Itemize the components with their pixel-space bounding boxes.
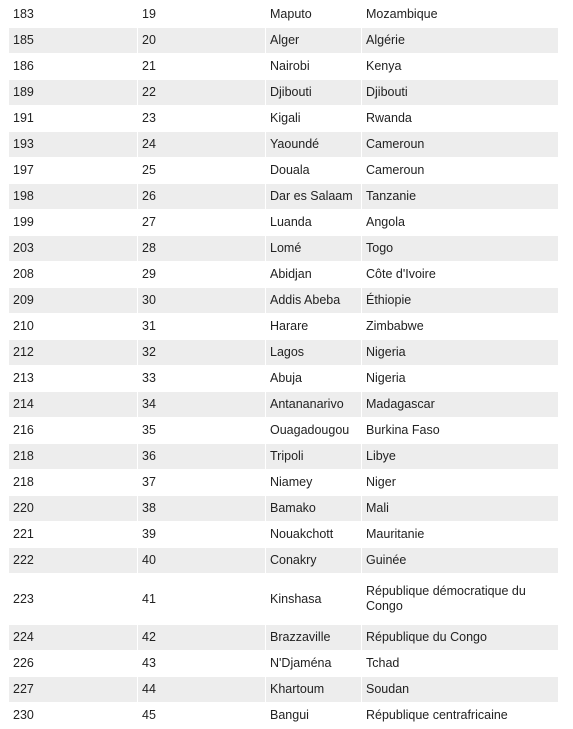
table-row <box>9 574 558 625</box>
rank-cell: 189 <box>9 80 138 105</box>
rank-cell: 208 <box>9 262 138 287</box>
table-row <box>9 340 558 366</box>
city-cell: N'Djaména <box>266 651 362 676</box>
position-cell: 21 <box>138 54 266 79</box>
city-cell: Addis Abeba <box>266 288 362 313</box>
rank-cell: 213 <box>9 366 138 391</box>
city-cell: Conakry <box>266 548 362 573</box>
city-cell: Niamey <box>266 470 362 495</box>
country-cell: Burkina Faso <box>366 423 440 437</box>
position-cell: 24 <box>138 132 266 157</box>
position-cell: 40 <box>138 548 266 573</box>
table-row <box>9 651 558 677</box>
country-cell: Angola <box>366 215 405 229</box>
table-row <box>9 262 558 288</box>
country-cell: République du Congo <box>366 630 487 644</box>
city-cell: Yaoundé <box>266 132 362 157</box>
country-cell: Mozambique <box>366 7 438 21</box>
position-cell: 33 <box>138 366 266 391</box>
rank-cell: 218 <box>9 470 138 495</box>
country-cell: Côte d'Ivoire <box>366 267 436 281</box>
rank-cell: 212 <box>9 340 138 365</box>
position-cell: 45 <box>138 703 266 728</box>
position-cell: 42 <box>138 625 266 650</box>
table-row <box>9 314 558 340</box>
city-cell: Dar es Salaam <box>266 184 362 209</box>
rank-cell: 186 <box>9 54 138 79</box>
position-cell: 20 <box>138 28 266 53</box>
country-cell: Cameroun <box>366 137 425 151</box>
city-cell: Khartoum <box>266 677 362 702</box>
city-cell: Nouakchott <box>266 522 362 547</box>
rank-cell: 197 <box>9 158 138 183</box>
city-cell: Kinshasa <box>266 574 362 624</box>
rank-cell: 191 <box>9 106 138 131</box>
table-row <box>9 80 558 106</box>
position-cell: 44 <box>138 677 266 702</box>
table-row <box>9 677 558 703</box>
city-cell: Maputo <box>266 2 362 27</box>
rank-cell: 185 <box>9 28 138 53</box>
city-cell: Alger <box>266 28 362 53</box>
position-cell: 25 <box>138 158 266 183</box>
position-cell: 22 <box>138 80 266 105</box>
position-cell: 29 <box>138 262 266 287</box>
rank-cell: 209 <box>9 288 138 313</box>
table-row <box>9 625 558 651</box>
rank-cell: 221 <box>9 522 138 547</box>
country-cell: Libye <box>366 449 396 463</box>
city-ranking-table <box>9 2 558 729</box>
rank-cell: 216 <box>9 418 138 443</box>
position-cell: 32 <box>138 340 266 365</box>
position-cell: 31 <box>138 314 266 339</box>
position-cell: 41 <box>138 574 266 624</box>
table-row <box>9 158 558 184</box>
position-cell: 23 <box>138 106 266 131</box>
table-row <box>9 28 558 54</box>
country-cell: Nigeria <box>366 371 406 385</box>
rank-cell: 199 <box>9 210 138 235</box>
rank-cell: 210 <box>9 314 138 339</box>
city-cell: Kigali <box>266 106 362 131</box>
rank-cell: 227 <box>9 677 138 702</box>
country-cell: Madagascar <box>366 397 435 411</box>
country-cell: Nigeria <box>366 345 406 359</box>
position-cell: 30 <box>138 288 266 313</box>
table-row <box>9 418 558 444</box>
table-row <box>9 2 558 28</box>
position-cell: 27 <box>138 210 266 235</box>
position-cell: 26 <box>138 184 266 209</box>
table-row <box>9 54 558 80</box>
position-cell: 34 <box>138 392 266 417</box>
rank-cell: 198 <box>9 184 138 209</box>
rank-cell: 223 <box>9 574 138 624</box>
country-cell: Tchad <box>366 656 400 670</box>
country-cell: Soudan <box>366 682 410 696</box>
city-cell: Nairobi <box>266 54 362 79</box>
country-cell: Djibouti <box>366 85 408 99</box>
country-cell: Mali <box>366 501 389 515</box>
country-cell: République centrafricaine <box>366 708 508 722</box>
city-cell: Lomé <box>266 236 362 261</box>
position-cell: 38 <box>138 496 266 521</box>
city-cell: Tripoli <box>266 444 362 469</box>
city-cell: Abidjan <box>266 262 362 287</box>
position-cell: 35 <box>138 418 266 443</box>
rank-cell: 220 <box>9 496 138 521</box>
rank-cell: 230 <box>9 703 138 728</box>
city-cell: Brazzaville <box>266 625 362 650</box>
country-cell: Cameroun <box>366 163 425 177</box>
table-row <box>9 548 558 574</box>
rank-cell: 193 <box>9 132 138 157</box>
rank-cell: 226 <box>9 651 138 676</box>
country-cell: Mauritanie <box>366 527 425 541</box>
position-cell: 36 <box>138 444 266 469</box>
city-cell: Antananarivo <box>266 392 362 417</box>
table-row <box>9 522 558 548</box>
country-cell: Togo <box>366 241 394 255</box>
country-cell: Kenya <box>366 59 402 73</box>
country-cell: Niger <box>366 475 396 489</box>
table-row <box>9 496 558 522</box>
table-row <box>9 210 558 236</box>
country-cell: République démocratique du Congo <box>366 584 526 613</box>
position-cell: 37 <box>138 470 266 495</box>
rank-cell: 218 <box>9 444 138 469</box>
table-row <box>9 288 558 314</box>
table-row <box>9 236 558 262</box>
table-row <box>9 703 558 729</box>
city-cell: Harare <box>266 314 362 339</box>
city-cell: Abuja <box>266 366 362 391</box>
table-row <box>9 444 558 470</box>
table-row <box>9 132 558 158</box>
table-row <box>9 366 558 392</box>
rank-cell: 224 <box>9 625 138 650</box>
country-cell: Guinée <box>366 553 407 567</box>
country-cell: Algérie <box>366 33 405 47</box>
country-cell: Éthiopie <box>366 293 412 307</box>
country-cell: Tanzanie <box>366 189 417 203</box>
city-cell: Luanda <box>266 210 362 235</box>
rank-cell: 214 <box>9 392 138 417</box>
city-cell: Bangui <box>266 703 362 728</box>
city-cell: Ouagadougou <box>266 418 362 443</box>
position-cell: 19 <box>138 2 266 27</box>
rank-cell: 183 <box>9 2 138 27</box>
table-row <box>9 184 558 210</box>
country-cell: Rwanda <box>366 111 412 125</box>
rank-cell: 222 <box>9 548 138 573</box>
city-cell: Douala <box>266 158 362 183</box>
table-row <box>9 392 558 418</box>
city-cell: Djibouti <box>266 80 362 105</box>
country-cell: Zimbabwe <box>366 319 424 333</box>
position-cell: 43 <box>138 651 266 676</box>
table-row <box>9 470 558 496</box>
city-cell: Lagos <box>266 340 362 365</box>
table-row <box>9 106 558 132</box>
city-cell: Bamako <box>266 496 362 521</box>
rank-cell: 203 <box>9 236 138 261</box>
position-cell: 28 <box>138 236 266 261</box>
position-cell: 39 <box>138 522 266 547</box>
